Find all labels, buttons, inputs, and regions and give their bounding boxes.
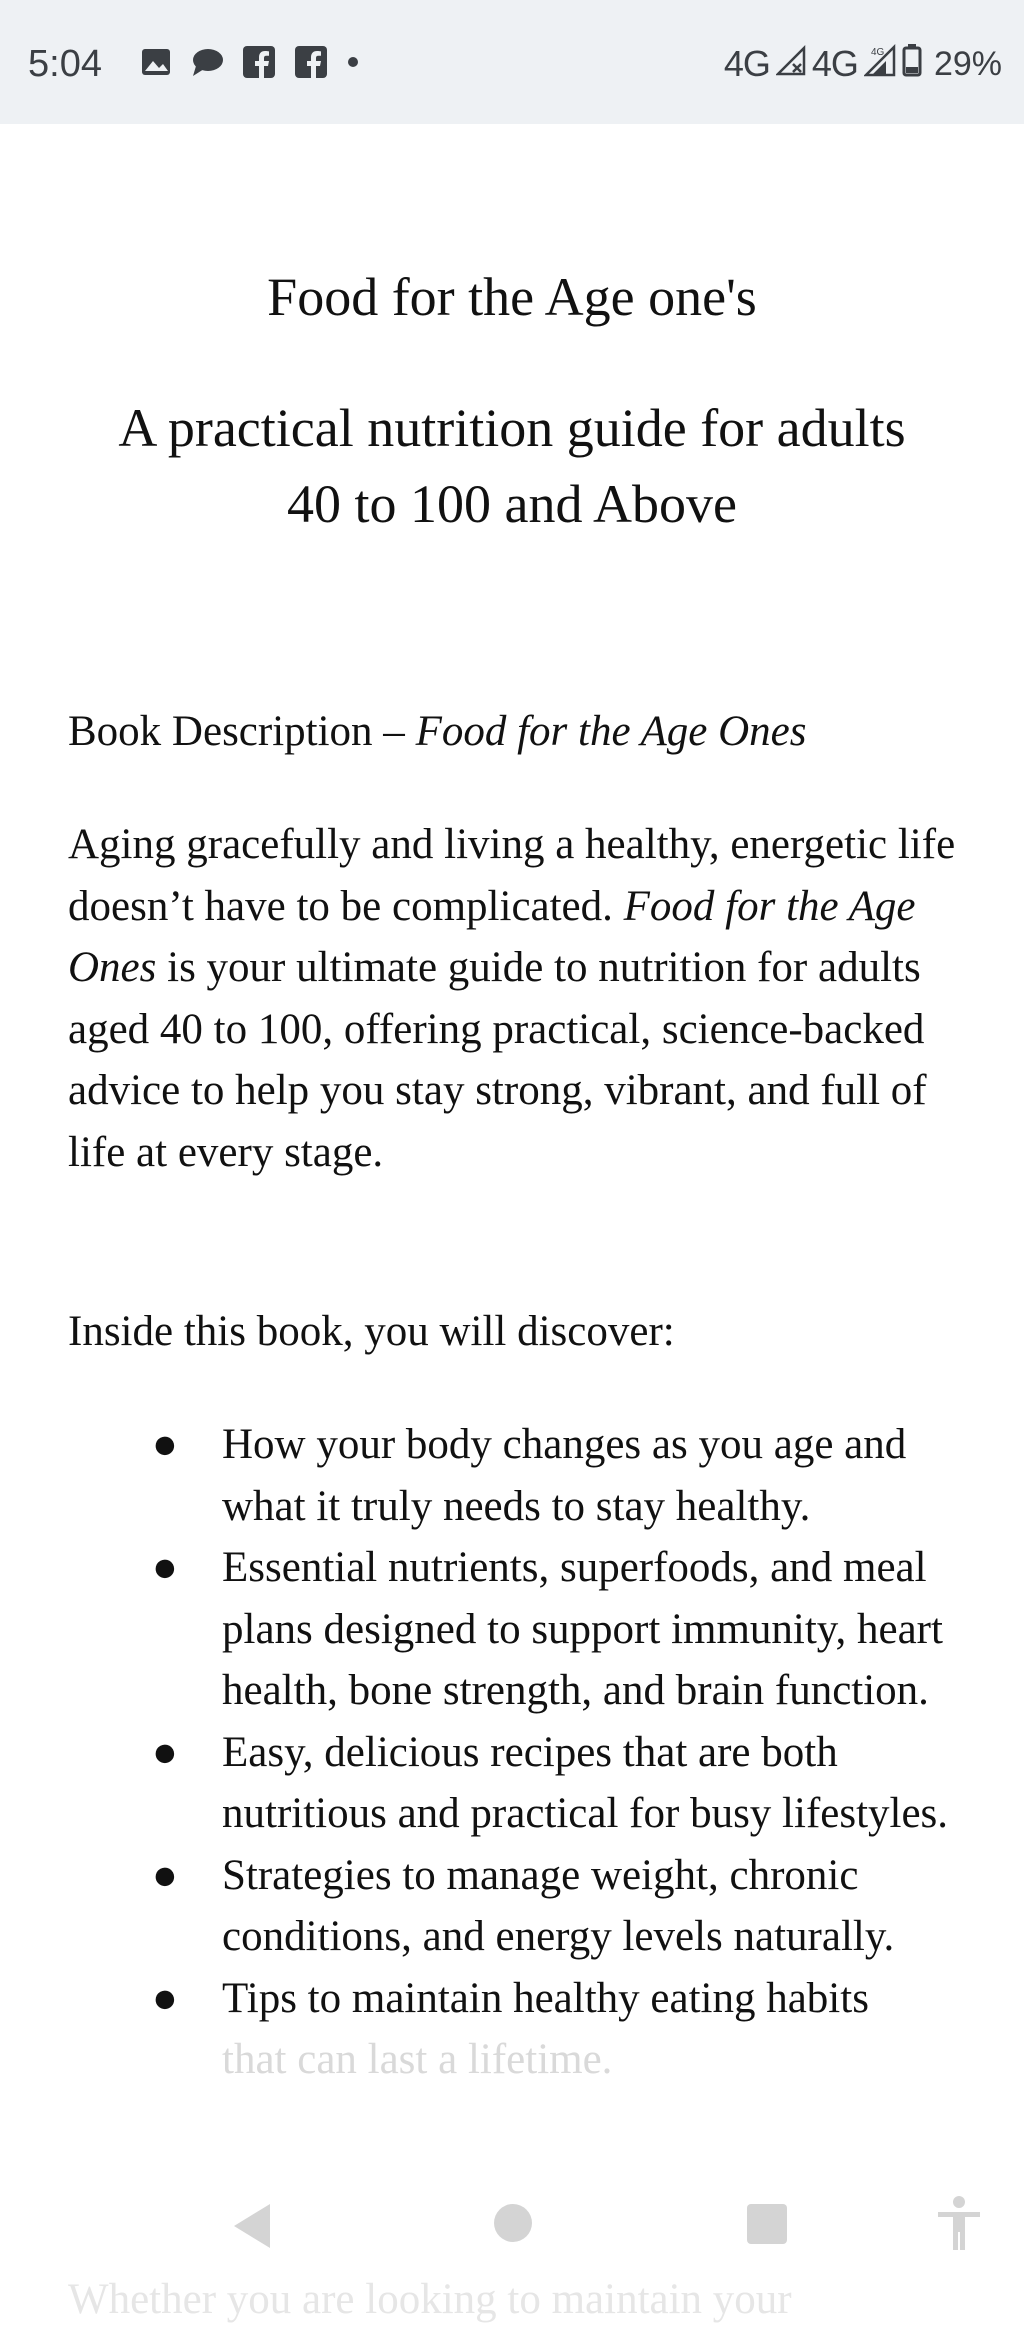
network-badge: 4G (870, 46, 885, 58)
battery-percent: 29% (933, 44, 1002, 83)
intro-paragraph (68, 814, 968, 1183)
notification-icons (140, 44, 360, 84)
list-item-text: Easy, delicious recipes that are both nutritious and practical for busy lifestyles. (222, 1728, 949, 1837)
document-subtitle (68, 390, 956, 542)
image-icon (140, 46, 172, 83)
feature-list (68, 1414, 968, 2091)
accessibility-person-icon (934, 2194, 984, 2254)
intro-book-title: Food for the Age Ones (68, 882, 916, 991)
bullet-icon: ● (152, 1421, 178, 1468)
intro-text-1: Aging gracefully and living a healthy, energetic life doesn’t have to be complicated. (68, 821, 956, 930)
bullet-icon: ● (152, 1728, 178, 1776)
subtitle-line-1: A practical nutrition guide for adults (118, 398, 906, 458)
list-item-text-faded: that can last a lifetime. (222, 2036, 613, 2083)
description-book-title: Food for the Age Ones (415, 708, 807, 755)
chat-bubble-icon (190, 46, 224, 83)
list-item-text: Strategies to manage weight, chronic conditions, and energy levels naturally. (222, 1851, 895, 1960)
document-title: Food for the Age one's (267, 267, 757, 327)
status-time: 5:04 (28, 43, 102, 85)
list-item (68, 1537, 968, 1722)
outro-paragraph-partial: Whether you are looking to maintain your (68, 2276, 792, 2323)
list-item (68, 1414, 968, 1537)
signal-no-service-icon (776, 43, 806, 85)
facebook-icon (242, 45, 276, 84)
signal-strength-icon (864, 43, 896, 86)
list-item-text: Tips to maintain healthy eating habits (222, 1974, 869, 2022)
list-item (68, 1722, 968, 1845)
recents-button[interactable] (745, 2202, 789, 2251)
status-bar (0, 0, 1024, 124)
dot-icon (346, 55, 360, 74)
book-description-heading (68, 702, 968, 762)
inside-heading: Inside this book, you will discover: (68, 1308, 675, 1355)
accessibility-button[interactable] (934, 2194, 984, 2259)
navigation-bar (0, 2180, 1024, 2270)
facebook-icon (294, 45, 328, 84)
home-button[interactable] (492, 2202, 534, 2249)
bullet-icon: ● (152, 1544, 178, 1591)
bullet-icon: ● (152, 1851, 178, 1899)
description-label: Book Description – (68, 708, 416, 755)
intro-text-2: is your ultimate guide to nutrition for adults aged 40 to 100, offering practical, science-backed advice to help you stay strong, vibrant, and full of life at every stage. (68, 944, 927, 1176)
network-label-2: 4G (811, 43, 858, 84)
list-item (68, 1968, 968, 2091)
battery-icon (902, 43, 922, 86)
network-label-1: 4G (723, 43, 770, 84)
list-item-text: How your body changes as you age and what it truly needs to stay healthy. (222, 1421, 907, 1530)
system-indicators (724, 40, 1002, 88)
circle-home-icon (492, 2202, 534, 2244)
subtitle-line-2: 40 to 100 and Above (287, 474, 737, 534)
list-item (68, 1845, 968, 1968)
list-item-text: Essential nutrients, superfoods, and meal plans designed to support immunity, heart health, bone strength, and brain function. (222, 1544, 943, 1714)
square-recents-icon (745, 2202, 789, 2246)
triangle-back-icon (228, 2200, 276, 2252)
back-button[interactable] (228, 2200, 276, 2257)
bullet-icon: ● (152, 1974, 178, 2022)
